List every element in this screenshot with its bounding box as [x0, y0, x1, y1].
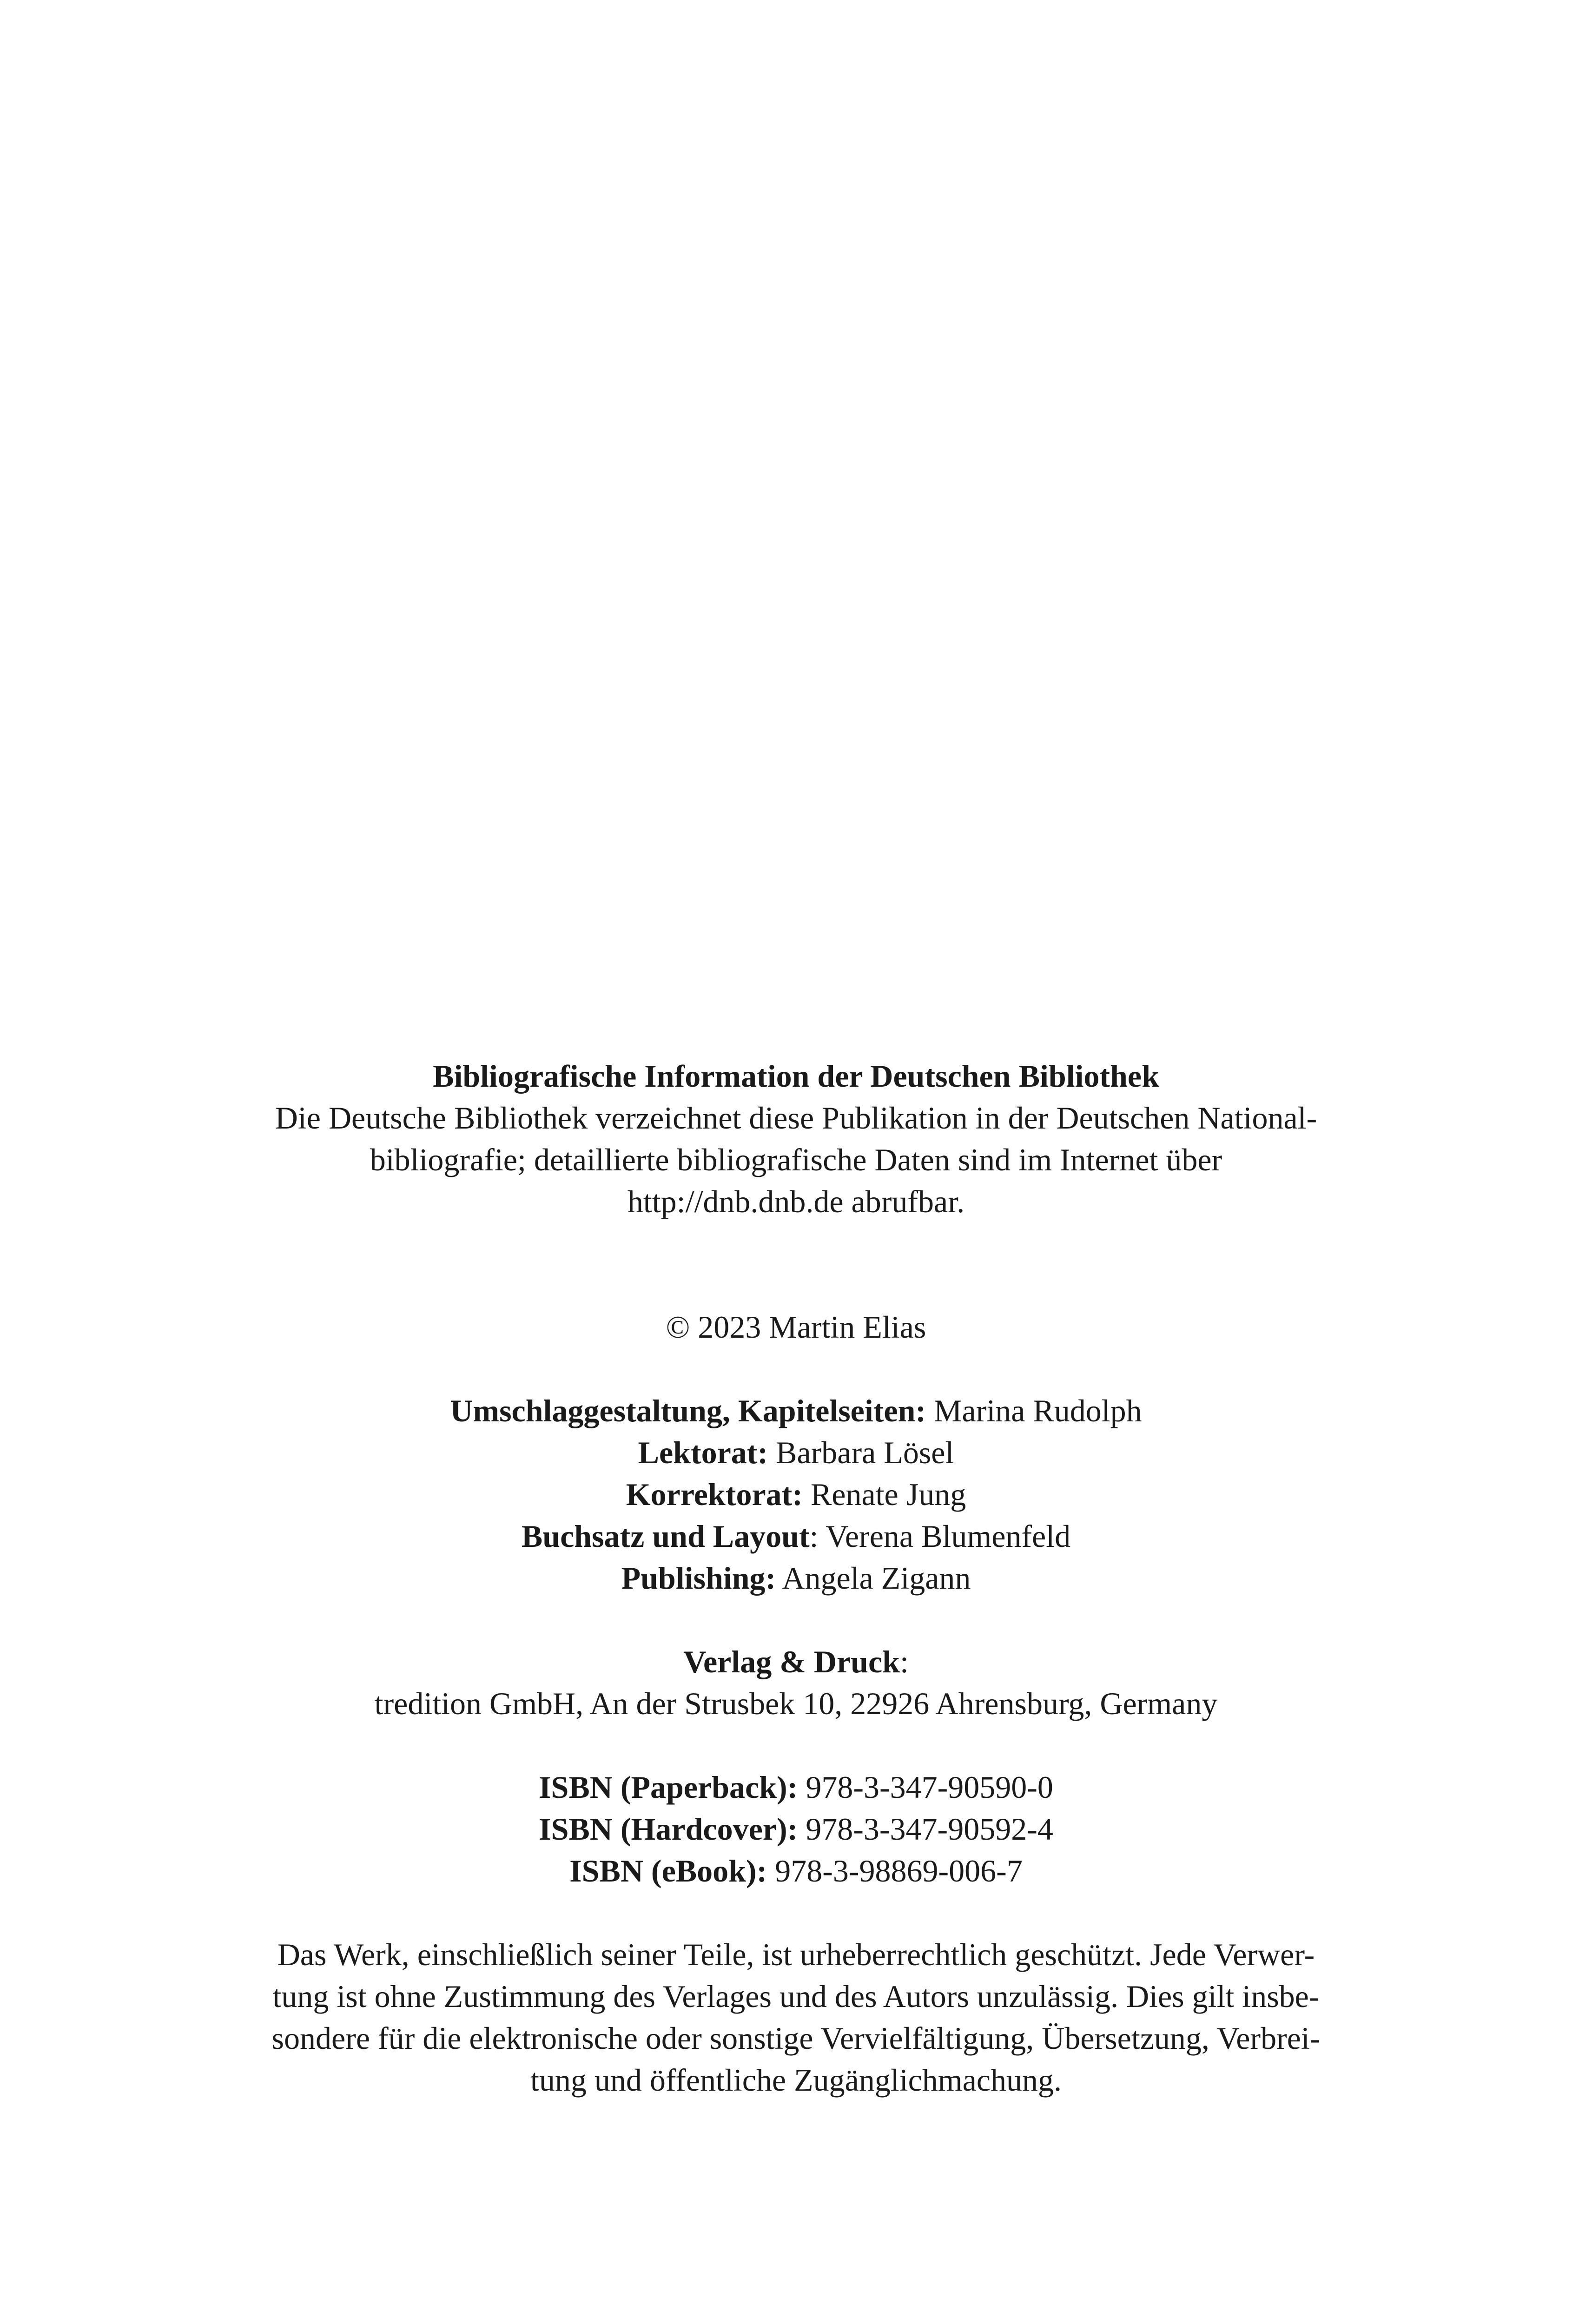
credit-label: Umschlaggestaltung, Kapitelseiten: — [450, 1393, 926, 1428]
notice-line: Das Werk, einschließlich seiner Teile, ist urheberrechtlich geschützt. Jede Verwer- — [277, 1937, 1315, 1972]
credit-typesetting — [249, 1515, 1343, 1557]
credit-value: Barbara Lösel — [768, 1435, 954, 1470]
imprint-block — [249, 1055, 1343, 2101]
credit-editing — [249, 1432, 1343, 1473]
credit-value: Angela Zigann — [776, 1560, 971, 1596]
credit-label: Korrektorat: — [626, 1477, 803, 1512]
publisher-address: tredition GmbH, An der Strusbek 10, 22926 Ahrensburg, Germany — [374, 1686, 1218, 1721]
isbn-label: ISBN (eBook): — [569, 1853, 767, 1888]
notice-line: tung ist ohne Zustimmung des Verlages und des Autors unzulässig. Dies gilt insbe- — [272, 1979, 1320, 2014]
publisher-heading — [249, 1641, 1343, 1683]
isbn-value: 978-3-98869-006-7 — [767, 1853, 1023, 1888]
bibliographic-line: Die Deutsche Bibliothek verzeichnet diese Publikation in der Deutschen National- — [275, 1100, 1317, 1136]
isbn-paperback — [249, 1766, 1343, 1808]
isbn-label: ISBN (Paperback): — [539, 1769, 798, 1805]
credit-cover-design — [249, 1390, 1343, 1432]
copyright-notice: © 2023 Martin Elias — [666, 1309, 926, 1345]
notice-line: sondere für die elektronische oder sonstige Vervielfältigung, Übersetzung, Verbrei- — [271, 2020, 1321, 2056]
credit-value: Marina Rudolph — [926, 1393, 1142, 1428]
isbn-label: ISBN (Hardcover): — [539, 1811, 798, 1847]
credit-publishing — [249, 1557, 1343, 1599]
isbn-value: 978-3-347-90590-0 — [798, 1769, 1053, 1805]
credit-proofreading — [249, 1473, 1343, 1515]
credit-label: Publishing: — [621, 1560, 776, 1596]
copyright-legal-notice — [249, 1934, 1343, 2101]
credit-label: Lektorat: — [638, 1435, 768, 1470]
isbn-hardcover — [249, 1808, 1343, 1850]
credit-label: Buchsatz und Layout — [521, 1519, 810, 1554]
bibliographic-line: bibliografie; detaillierte bibliografische Daten sind im Internet über — [370, 1142, 1222, 1177]
isbn-value: 978-3-347-90592-4 — [798, 1811, 1053, 1847]
credit-value: : Verena Blumenfeld — [809, 1519, 1071, 1554]
publisher-suffix: : — [899, 1644, 909, 1679]
notice-line: tung und öffentliche Zugänglichmachung. — [530, 2062, 1062, 2098]
bibliographic-heading: Bibliografische Information der Deutschen Bibliothek — [433, 1058, 1159, 1094]
isbn-ebook — [249, 1850, 1343, 1892]
bibliographic-line: http://dnb.dnb.de abrufbar. — [627, 1184, 965, 1219]
credit-value: Renate Jung — [802, 1477, 966, 1512]
publisher-label: Verlag & Druck — [683, 1644, 900, 1679]
